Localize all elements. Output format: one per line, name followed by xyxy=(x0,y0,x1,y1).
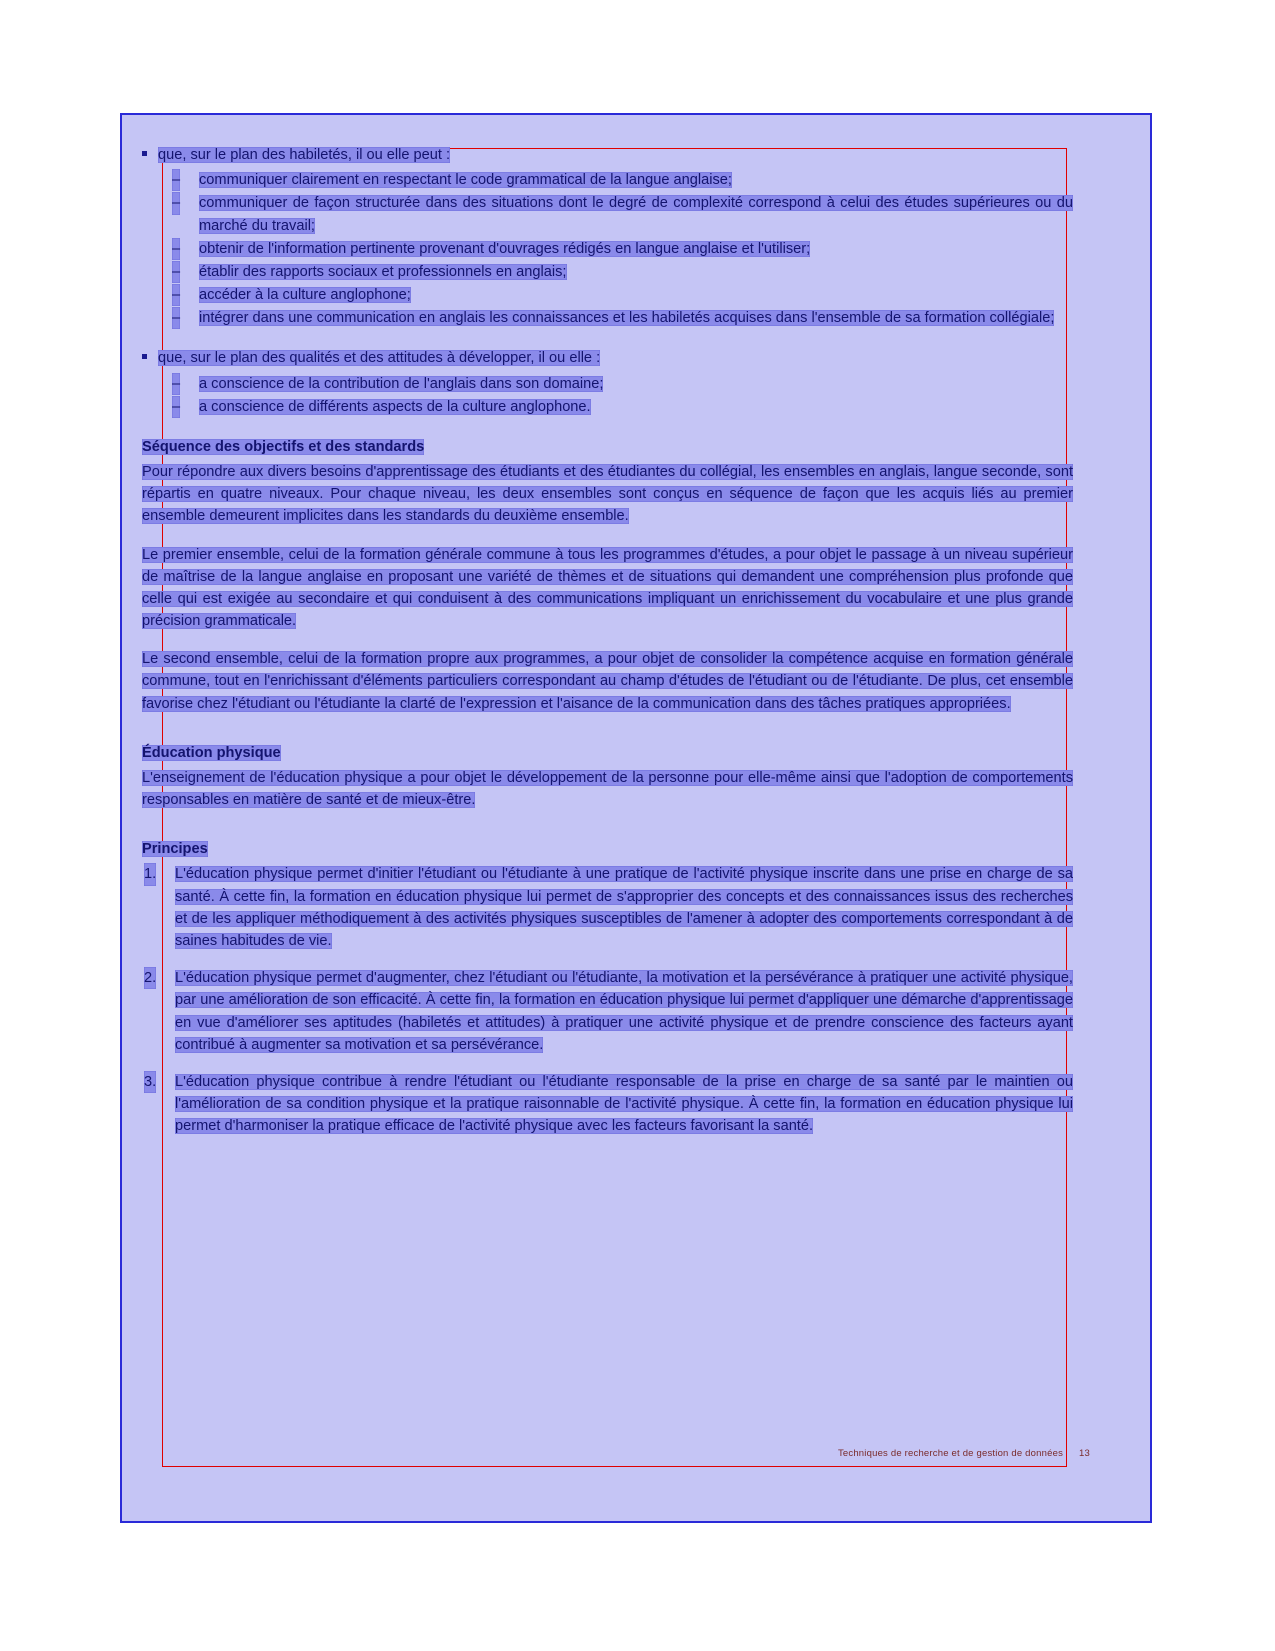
list-item xyxy=(142,238,1073,260)
paragraph xyxy=(142,648,1073,715)
dash-bullet-icon: – xyxy=(172,261,180,283)
list-item-text: obtenir de l'information pertinente provenant d'ouvrages rédigés en langue anglaise et l'utiliser; xyxy=(199,240,811,257)
dash-bullet-icon: – xyxy=(172,169,180,191)
bullet-intro-text: que, sur le plan des qualités et des attitudes à développer, il ou elle : xyxy=(158,350,601,367)
list-item-number: 3. xyxy=(144,1071,156,1093)
section-heading-text: Éducation physique xyxy=(142,744,281,761)
list-item-text: communiquer de façon structurée dans des situations dont le degré de complexité correspond à celui des études supérieures ou du marché du travail; xyxy=(199,195,1073,234)
list-item-text: L'éducation physique contribue à rendre l'étudiant ou l'étudiante responsable de la prise en charge de sa santé par le maintien ou l'amélioration de sa condition physique et la pratique raisonnable de l'activité physique. À cette fin, la formation en éducation physique lui permet d'harmoniser la pratique efficace de l'activité physique avec les facteurs favorisant la santé. xyxy=(175,1073,1073,1135)
section-heading-text: Principes xyxy=(142,841,208,858)
dash-list-qualites xyxy=(142,373,1073,418)
footer-text: Techniques de recherche et de gestion de données xyxy=(837,1448,1064,1459)
paragraph-text: Le second ensemble, celui de la formation propre aux programmes, a pour objet de consolider la compétence acquise en formation générale commune, tout en l'enrichissant d'éléments particuliers correspondant au champ d'études de l'étudiant ou de l'étudiante. De plus, cet ensemble favorise chez l'étudiant ou l'étudiante la clarté de l'expression et l'aisance de la communication dans des tâches pratiques appropriées. xyxy=(142,651,1073,712)
dash-bullet-icon: – xyxy=(172,307,180,329)
list-item xyxy=(142,967,1073,1056)
list-item-text: communiquer clairement en respectant le code grammatical de la langue anglaise; xyxy=(199,172,732,189)
document-content xyxy=(142,144,1090,1504)
list-item xyxy=(142,284,1073,306)
paragraph xyxy=(142,767,1073,811)
section-heading-principes xyxy=(142,838,1073,860)
bullet-intro-text: que, sur le plan des habiletés, il ou elle peut : xyxy=(158,147,451,163)
paragraph-text: Pour répondre aux divers besoins d'apprentissage des étudiants et des étudiantes du collégial, les ensembles en anglais, langue seconde, sont répartis en quatre niveaux. Pour chaque niveau, les deux ensembles sont conçus en séquence de façon que les acquis liés au premier ensemble demeurent implicites dans les standards du deuxième ensemble. xyxy=(142,464,1073,525)
dash-bullet-icon: – xyxy=(172,284,180,306)
dash-bullet-icon: – xyxy=(172,373,180,395)
list-item-text: accéder à la culture anglophone; xyxy=(199,287,411,304)
dash-bullet-icon: – xyxy=(172,192,180,214)
section-heading-text: Séquence des objectifs et des standards xyxy=(142,438,425,455)
page-footer xyxy=(772,1447,1090,1461)
list-item xyxy=(142,192,1073,236)
section-heading-education-physique xyxy=(142,742,1073,764)
list-item-text: établir des rapports sociaux et professionnels en anglais; xyxy=(199,263,567,280)
spacer xyxy=(142,330,1073,347)
list-item xyxy=(142,261,1073,283)
paragraph xyxy=(142,544,1073,633)
list-item xyxy=(142,307,1073,329)
list-item-number: 1. xyxy=(144,863,156,885)
list-item xyxy=(142,863,1073,952)
list-item-text: intégrer dans une communication en anglais les connaissances et les habiletés acquises dans l'ensemble de sa formation collégiale; xyxy=(199,310,1055,327)
spacer xyxy=(142,731,1073,742)
spacer xyxy=(142,827,1073,838)
dash-bullet-icon: – xyxy=(172,238,180,260)
list-item-number: 2. xyxy=(144,967,156,989)
square-bullet-icon xyxy=(142,151,147,156)
section-heading-sequence xyxy=(142,436,1073,458)
list-item xyxy=(142,396,1073,418)
bullet-intro-habiletes xyxy=(142,144,1073,166)
list-item xyxy=(142,169,1073,191)
list-item xyxy=(142,1071,1073,1138)
dash-bullet-icon: – xyxy=(172,396,180,418)
dash-list-habiletes xyxy=(142,169,1073,329)
list-item-text: a conscience de la contribution de l'anglais dans son domaine; xyxy=(199,375,604,392)
paragraph-text: L'enseignement de l'éducation physique a pour objet le développement de la personne pour elle-même ainsi que l'adoption de comportements responsables en matière de santé et de mieux-être. xyxy=(142,769,1073,809)
list-item xyxy=(142,373,1073,395)
paragraph xyxy=(142,461,1073,528)
bullet-intro-qualites xyxy=(142,347,1073,369)
page-number: 13 xyxy=(1079,1448,1090,1459)
list-item-text: L'éducation physique permet d'augmenter, chez l'étudiant ou l'étudiante, la motivation et la persévérance à pratiquer une activité physique, par une amélioration de son efficacité. À cette fin, la formation en éducation physique lui permet d'appliquer une démarche d'apprentissage en vue d'améliorer ses aptitudes (habiletés et attitudes) à pratiquer une activité physique et de prendre conscience des facteurs ayant contribué à augmenter sa motivation et sa persévérance. xyxy=(175,970,1073,1053)
list-item-text: L'éducation physique permet d'initier l'étudiant ou l'étudiante à une pratique de l'activité physique inscrite dans une prise en charge de sa santé. À cette fin, la formation en éducation physique lui permet de s'approprier des concepts et des connaissances issus des recherches et de les appliquer méthodiquement à des activités physiques susceptibles de l'amener à adopter des comportements correspondant à de saines habitudes de vie. xyxy=(175,866,1073,949)
list-item-text: a conscience de différents aspects de la culture anglophone. xyxy=(199,398,591,415)
numbered-list-principes xyxy=(142,863,1073,1137)
paragraph-text: Le premier ensemble, celui de la formation générale commune à tous les programmes d'études, a pour objet le passage à un niveau supérieur de maîtrise de la langue anglaise en proposant une variété de thèmes et de situations qui demandent une compréhension plus profonde que celle qui est exigée au secondaire et qui conduisent à des communications impliquant un enrichissement du vocabulaire et une plus grande précision grammaticale. xyxy=(142,546,1073,630)
spacer xyxy=(142,419,1073,436)
square-bullet-icon xyxy=(142,354,147,359)
